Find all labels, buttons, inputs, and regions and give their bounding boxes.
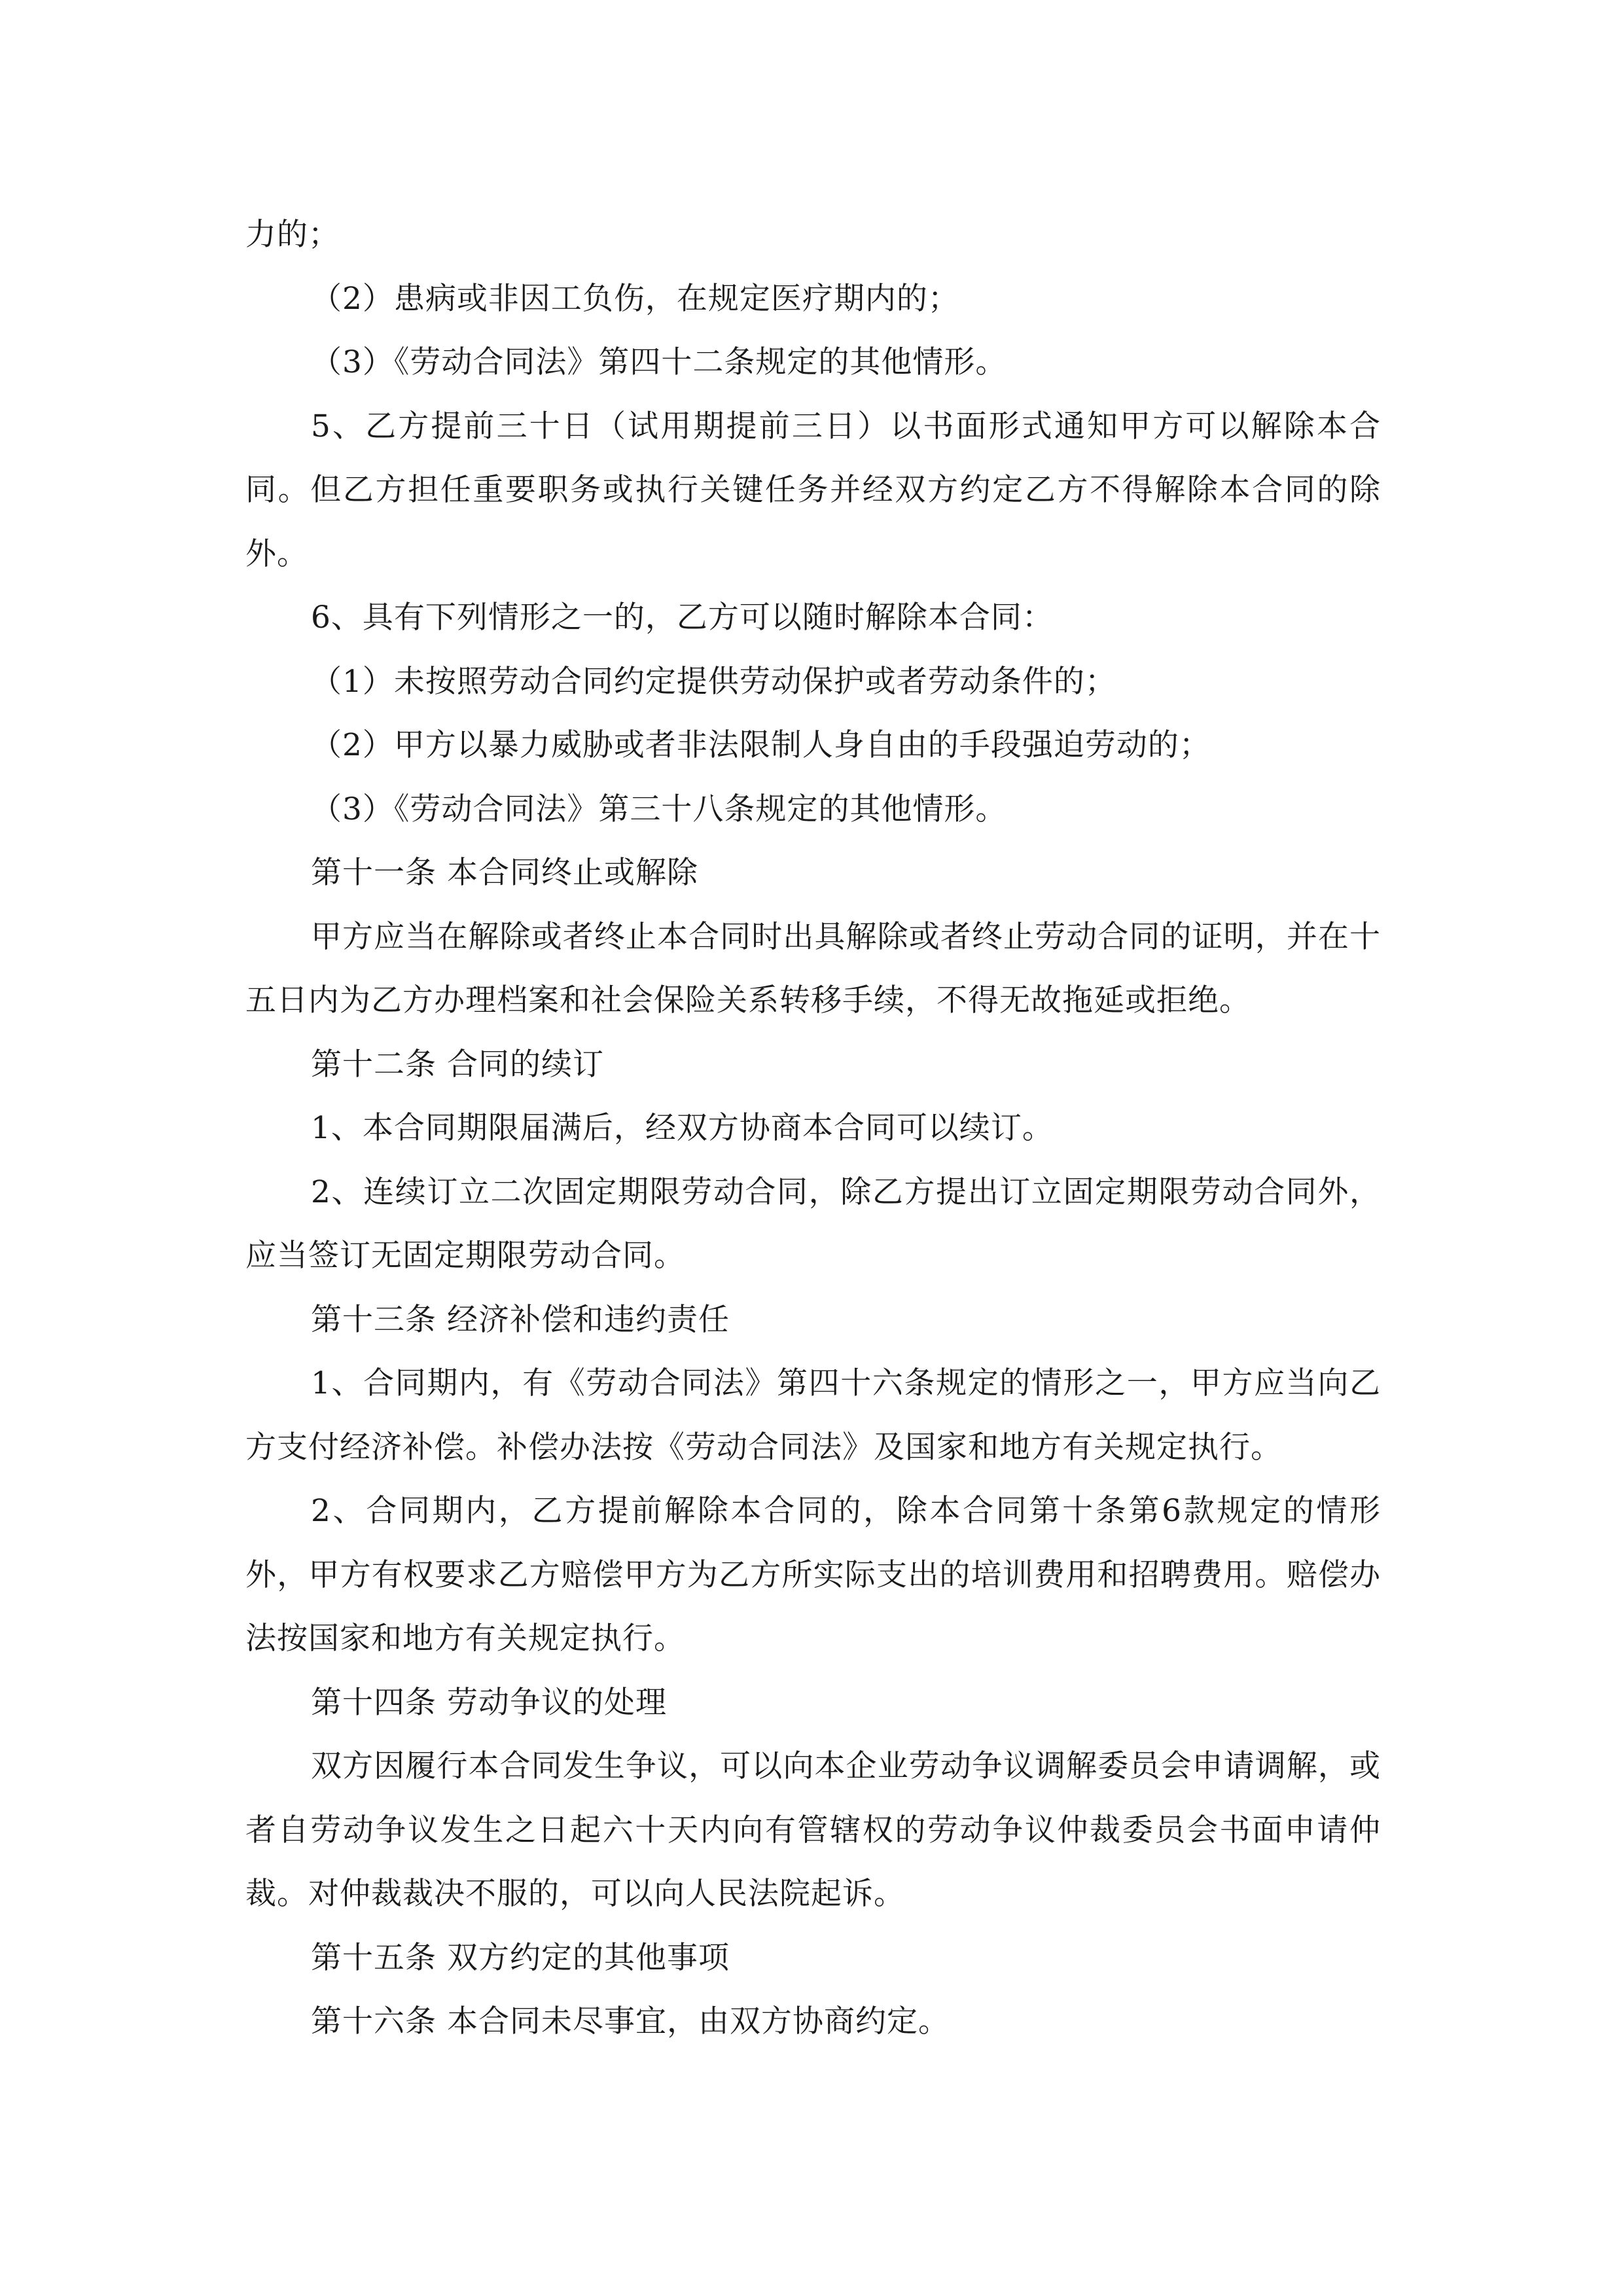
clause-paragraph: 双方因履行本合同发生争议，可以向本企业劳动争议调解委员会申请调解，或者自劳动争议发生之日起六十天内向有管辖权的劳动争议仲裁委员会书面申请仲裁。对仲裁裁决不服的，可以向人民法院起诉。 [245,1748,1381,1912]
article-heading: 第十四条 劳动争议的处理 [311,1684,667,1721]
article-heading: 第十五条 双方约定的其他事项 [311,1939,730,1976]
paragraph-continuation: 力的； [245,217,340,253]
contract-body [245,203,1381,2054]
clause-paragraph: 甲方应当在解除或者终止本合同时出具解除或者终止劳动合同的证明，并在十五日内为乙方办理档案和社会保险关系转移手续，不得无故拖延或拒绝。 [245,918,1381,1018]
clause-item: （2）患病或非因工负伤，在规定医疗期内的； [311,280,959,317]
article-heading: 第十六条 本合同未尽事宜，由双方协商约定。 [311,2003,950,2039]
clause-paragraph: 2、合同期内，乙方提前解除本合同的，除本合同第十条第6款规定的情形外，甲方有权要求乙方赔偿甲方为乙方所实际支出的培训费用和招聘费用。赔偿办法按国家和地方有关规定执行。 [245,1493,1381,1657]
clause-paragraph: 5、乙方提前三十日（试用期提前三日）以书面形式通知甲方可以解除本合同。但乙方担任重要职务或执行关键任务并经双方约定乙方不得解除本合同的除外。 [245,408,1381,572]
clause-item: （1）未按照劳动合同约定提供劳动保护或者劳动条件的； [311,663,1116,700]
clause-paragraph: 1、合同期内，有《劳动合同法》第四十六条规定的情形之一，甲方应当向乙方支付经济补偿。补偿办法按《劳动合同法》及国家和地方有关规定执行。 [245,1365,1381,1465]
article-heading: 第十三条 经济补偿和违约责任 [311,1301,730,1338]
clause-paragraph: 1、本合同期限届满后，经双方协商本合同可以续订。 [311,1110,1054,1146]
clause-item: （2）甲方以暴力威胁或者非法限制人身自由的手段强迫劳动的； [311,727,1211,763]
clause-paragraph: 2、连续订立二次固定期限劳动合同，除乙方提出订立固定期限劳动合同外，应当签订无固定期限劳动合同。 [245,1174,1381,1274]
clause-item: （3）《劳动合同法》第四十二条规定的其他情形。 [311,344,1007,380]
clause-paragraph: 6、具有下列情形之一的，乙方可以随时解除本合同： [311,600,1054,636]
article-heading: 第十二条 合同的续订 [311,1046,604,1083]
article-heading: 第十一条 本合同终止或解除 [311,855,698,891]
clause-item: （3）《劳动合同法》第三十八条规定的其他情形。 [311,791,1007,827]
